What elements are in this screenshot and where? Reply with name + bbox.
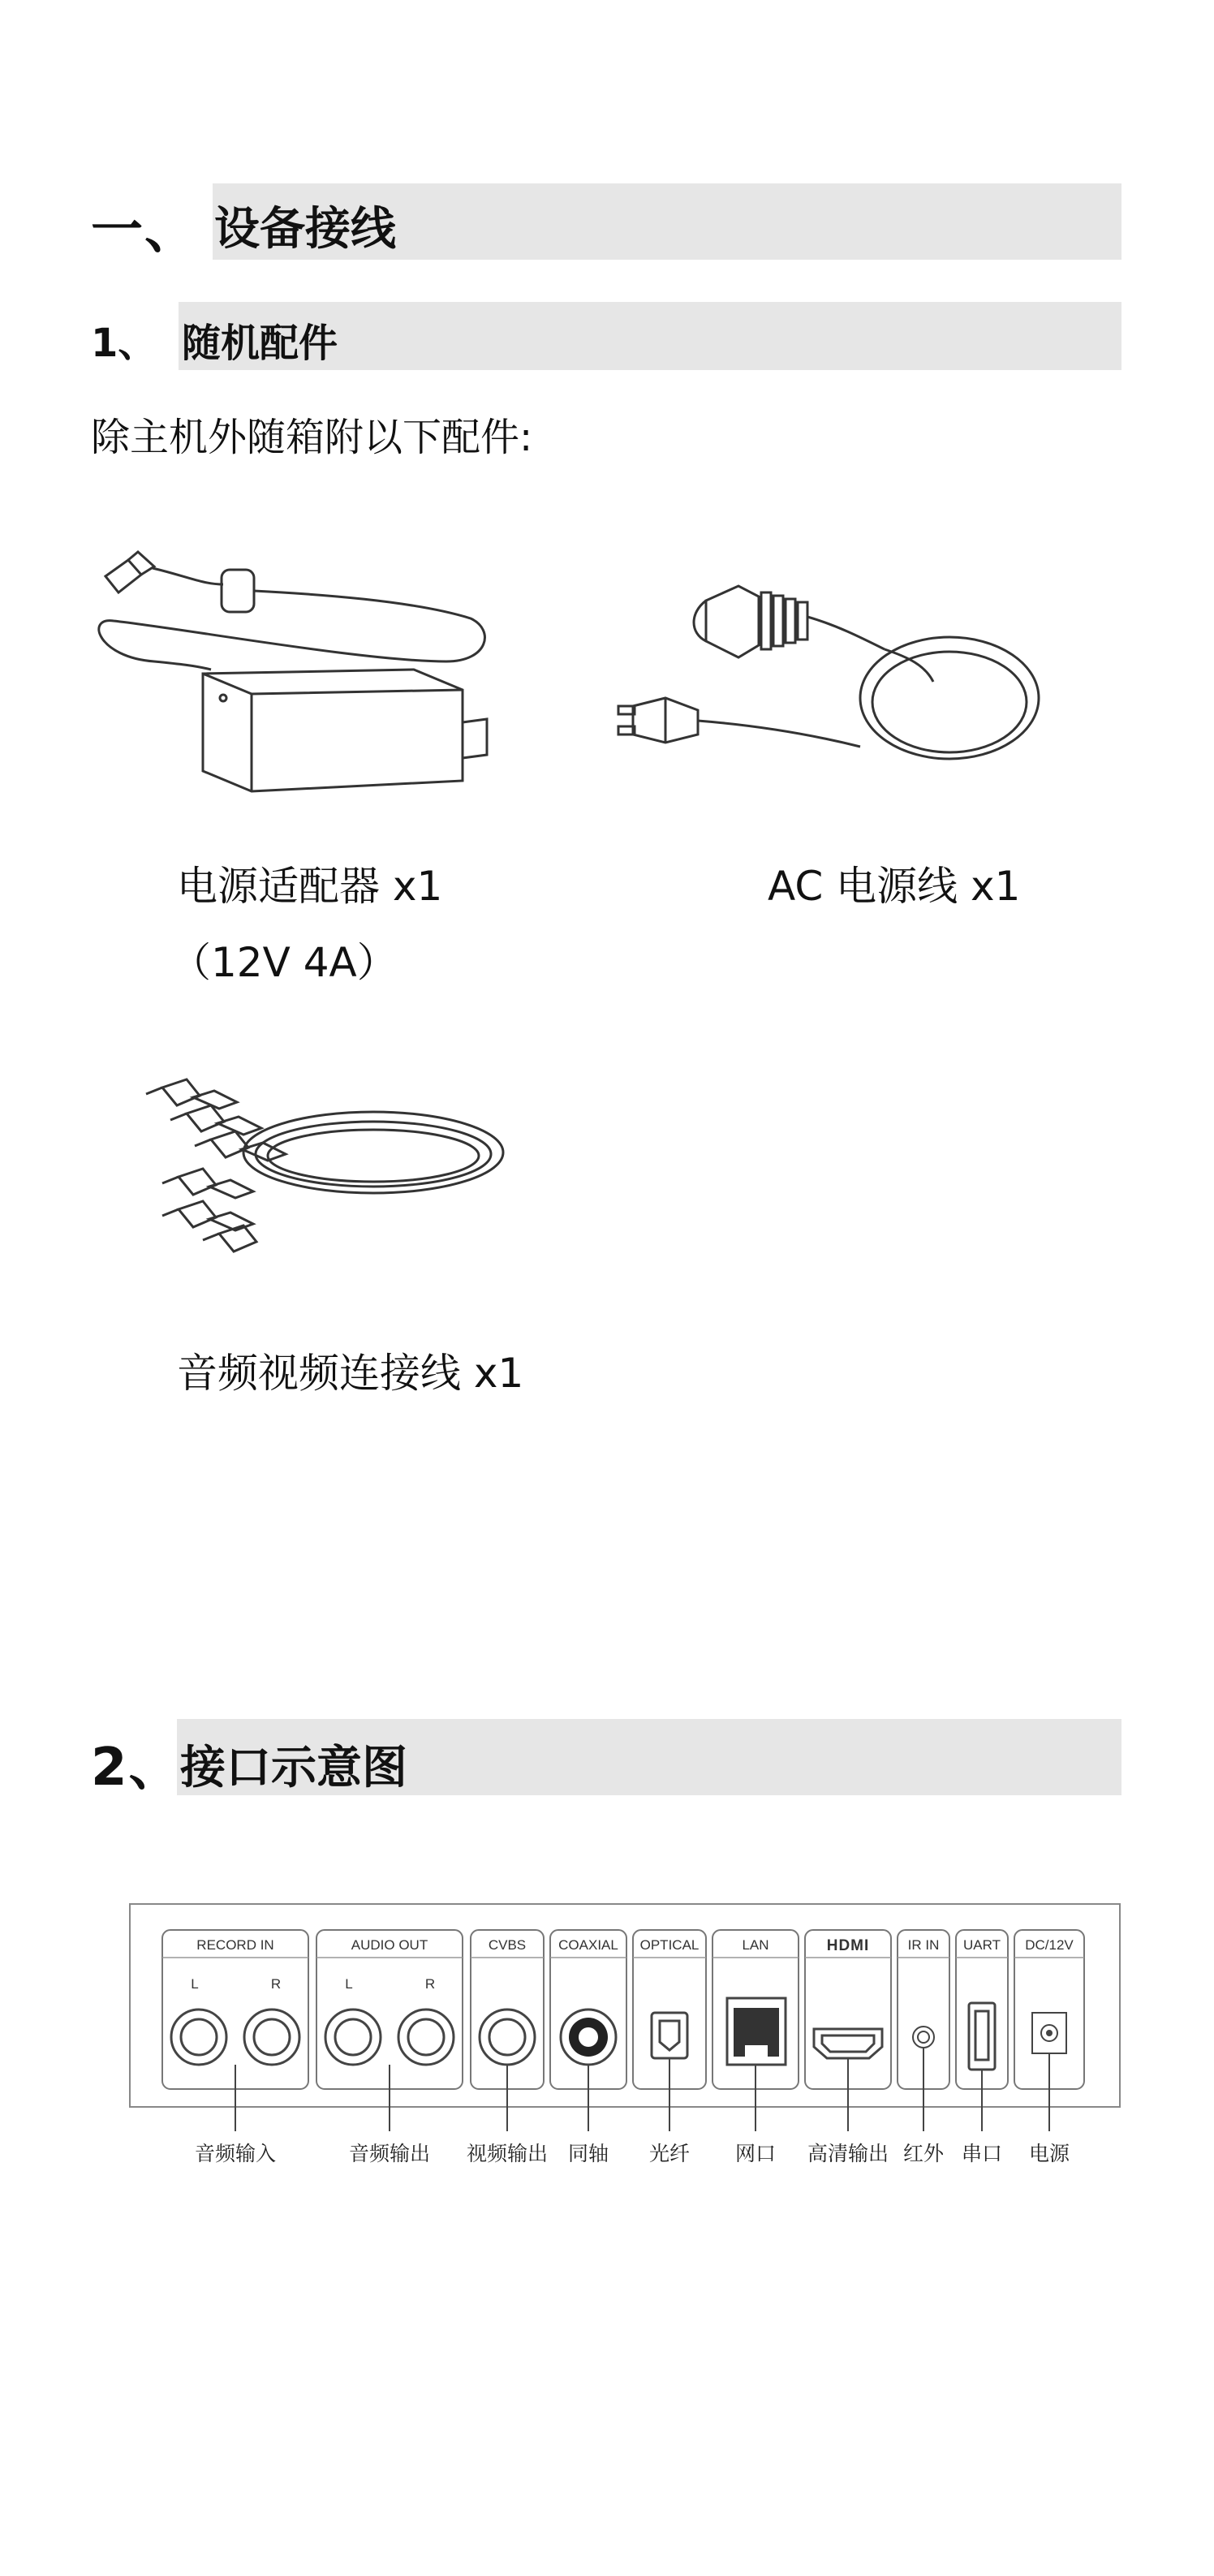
port-label-uart: 串口 [961, 2142, 1003, 2165]
port-label-audio-out: 音频输出 [348, 2142, 431, 2165]
channel-r-record: R [270, 1976, 282, 1992]
ac-power-cord-icon [617, 568, 1055, 779]
lan-port-icon [727, 1998, 786, 2065]
subsection-title: 随机配件 [182, 321, 338, 366]
rca-jack-record-l-icon [171, 2010, 226, 2065]
accessory-label-adapter: 电源适配器 x1 [177, 863, 443, 910]
group-title-record-in: RECORD IN [196, 1937, 274, 1953]
coaxial-jack-icon [561, 2010, 616, 2065]
port-label-audio-in: 音频输入 [194, 2142, 277, 2165]
rca-jack-audio-out-l-icon [325, 2010, 381, 2065]
group-title-coaxial: COAXIAL [558, 1937, 618, 1953]
port-label-lan: 网口 [734, 2142, 777, 2165]
port-label-coaxial: 同轴 [567, 2142, 609, 2165]
power-adapter-icon [89, 528, 495, 803]
port-label-ir: 红外 [902, 2142, 945, 2165]
group-title-lan: LAN [742, 1937, 769, 1953]
subsection-number-2: 2、 [91, 1738, 183, 1798]
rear-panel-diagram [128, 1899, 1123, 2167]
channel-l-record: L [191, 1976, 199, 1992]
optical-port-icon [652, 2013, 687, 2058]
accessory-label-ac-cord: AC 电源线 x1 [768, 863, 1021, 910]
group-title-ir-in: IR IN [907, 1937, 940, 1953]
section-title: 设备接线 [214, 203, 396, 256]
ir-in-jack-icon [913, 2027, 934, 2048]
accessory-label-av-cable: 音频视频连接线 x1 [177, 1350, 524, 1397]
group-title-cvbs: CVBS [488, 1937, 527, 1953]
port-label-hdmi: 高清输出 [807, 2142, 889, 2165]
subsection-number: 1、 [91, 321, 157, 366]
rca-jack-audio-out-r-icon [398, 2010, 454, 2065]
channel-l-audio-out: L [345, 1976, 353, 1992]
group-title-uart: UART [963, 1937, 1001, 1953]
group-title-dc12v: DC/12V [1025, 1937, 1074, 1953]
uart-port-icon [969, 2003, 995, 2070]
intro-text: 除主机外随箱附以下配件: [91, 415, 533, 460]
rca-jack-record-r-icon [244, 2010, 299, 2065]
port-label-power: 电源 [1028, 2142, 1070, 2165]
group-title-optical: OPTICAL [639, 1937, 700, 1953]
port-label-video-out: 视频输出 [466, 2142, 549, 2165]
channel-r-audio-out: R [424, 1976, 436, 1992]
hdmi-port-icon [814, 2029, 882, 2058]
accessory-sublabel-adapter: （12V 4A） [170, 939, 398, 986]
group-title-audio-out: AUDIO OUT [351, 1937, 428, 1953]
subsection-title-2: 接口示意图 [180, 1742, 407, 1794]
group-title-hdmi: HDMI [826, 1937, 870, 1954]
rca-jack-cvbs-icon [480, 2010, 535, 2065]
av-cable-icon [130, 1055, 519, 1258]
section-number: 一、 [91, 200, 198, 261]
dc-power-jack-icon [1032, 2013, 1066, 2053]
port-label-optical: 光纤 [648, 2142, 691, 2165]
